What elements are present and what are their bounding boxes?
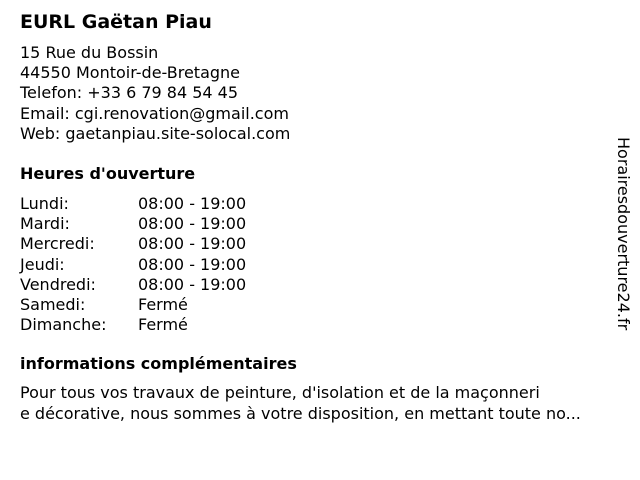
city-address: 44550 Montoir-de-Bretagne [20,63,241,83]
info-line-1: Pour tous vos travaux de peinture, d'isolation et de la maçonneri [20,383,540,402]
web-line: Web: gaetanpiau.site-solocal.com [20,123,291,143]
day-hours: 08:00 - 19:00 [138,214,247,234]
site-watermark: Horairesdouverture24.fr [614,137,633,331]
additional-info-heading: informations complémentaires [20,354,297,373]
day-hours: 08:00 - 19:00 [138,234,247,254]
opening-hours-table [20,194,246,335]
hours-row-sunday [20,315,246,335]
day-label: Dimanche: [20,315,107,335]
day-hours: 08:00 - 19:00 [138,194,247,213]
day-label: Jeudi: [20,254,65,274]
email-line: Email: cgi.renovation@gmail.com [20,103,289,123]
contact-block [20,43,290,144]
day-hours: 08:00 - 19:00 [138,254,247,274]
hours-row-monday [20,194,246,214]
day-label: Vendredi: [20,274,96,294]
hours-row-friday [20,275,246,295]
business-name: EURL Gaëtan Piau [20,11,212,33]
day-label: Lundi: [20,194,69,213]
day-label: Mercredi: [20,234,95,254]
info-line-2: e décorative, nous sommes à votre disposition, en mettant toute no... [20,403,581,423]
day-hours: Fermé [138,295,188,315]
hours-row-thursday [20,255,246,275]
day-hours: Fermé [138,315,188,335]
phone-line: Telefon: +33 6 79 84 54 45 [20,83,239,103]
hours-row-wednesday [20,234,246,254]
day-hours: 08:00 - 19:00 [138,274,247,294]
additional-info-text [20,383,635,424]
street-address: 15 Rue du Bossin [20,43,159,62]
day-label: Samedi: [20,295,86,315]
day-label: Mardi: [20,214,70,234]
opening-hours-heading: Heures d'ouverture [20,164,196,183]
hours-row-tuesday [20,214,246,234]
hours-row-saturday [20,295,246,315]
